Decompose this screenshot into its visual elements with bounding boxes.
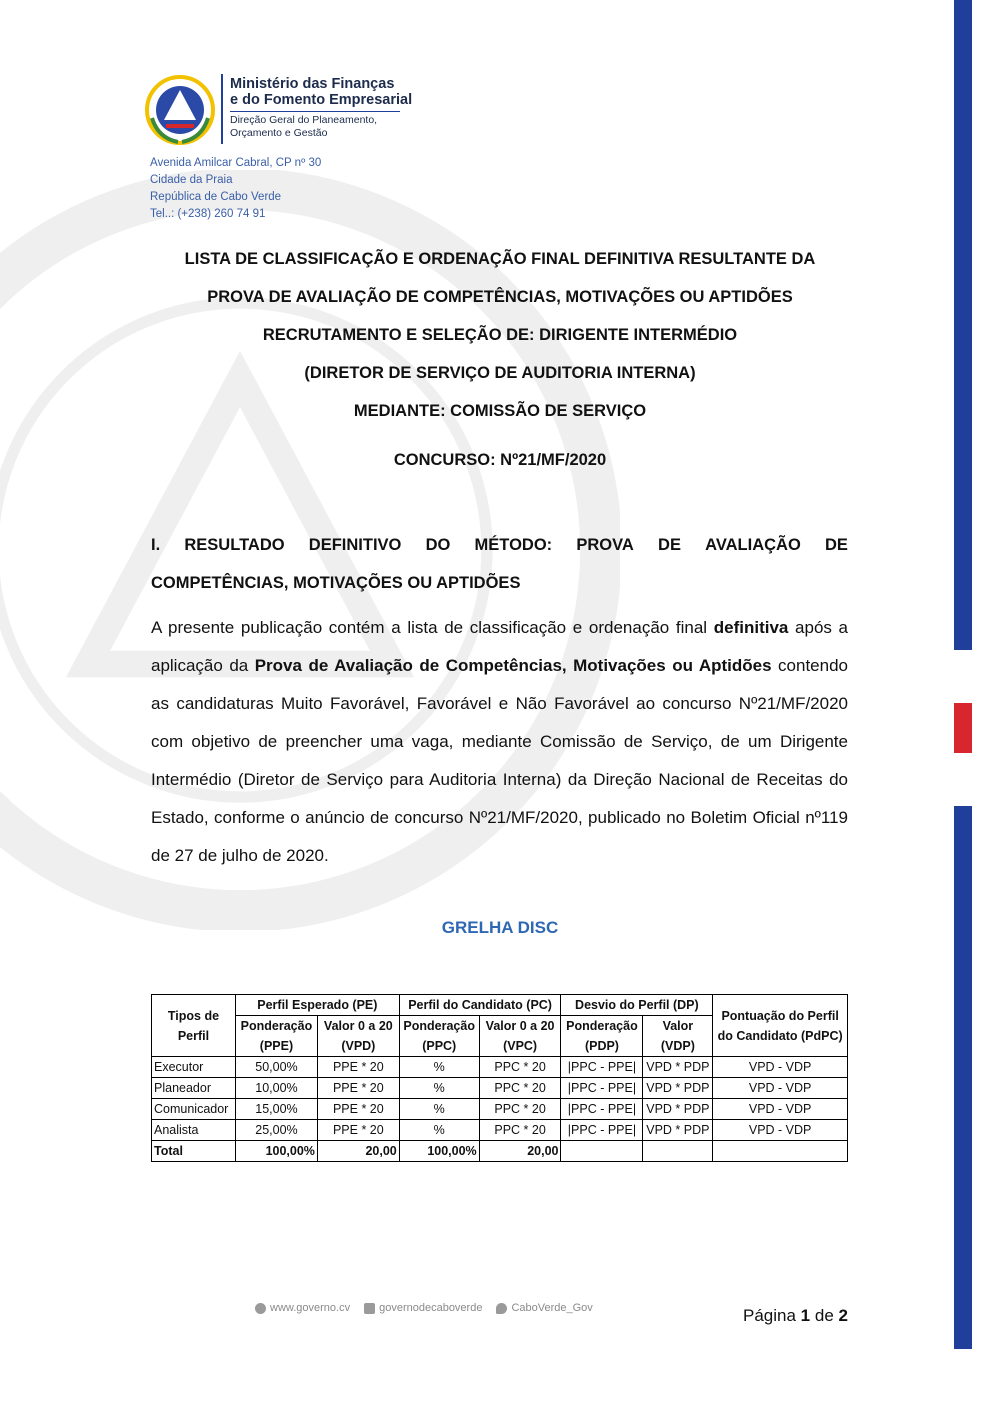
section-word: RESULTADO: [184, 536, 285, 554]
title-line-2: PROVA DE AVALIAÇÃO DE COMPETÊNCIAS, MOTIVAÇÕES OU APTIDÕES: [207, 288, 793, 306]
coat-of-arms-icon: [144, 74, 216, 146]
table-row: [152, 1120, 848, 1141]
globe-icon: [255, 1303, 266, 1314]
section-word: DE: [658, 536, 681, 554]
section-word: DE: [825, 536, 848, 554]
cell: %: [399, 1099, 479, 1120]
grid-title: GRELHA DISC: [441, 918, 559, 937]
logo-divider: [221, 74, 223, 144]
page-label: Página: [743, 1306, 796, 1325]
section-heading-line-2: COMPETÊNCIAS, MOTIVAÇÕES OU APTIDÕES: [151, 574, 521, 592]
title-line-5: MEDIANTE: COMISSÃO DE SERVIÇO: [353, 402, 647, 420]
table-row: [152, 1099, 848, 1120]
header-tipos: Tipos de Perfil: [152, 995, 236, 1057]
cell: PPE * 20: [317, 1078, 399, 1099]
cell: PPE * 20: [317, 1120, 399, 1141]
section-word: DEFINITIVO: [308, 536, 402, 554]
cell: Planeador: [152, 1078, 236, 1099]
cell: PPC * 20: [479, 1057, 561, 1078]
body-text-3: contendo as candidaturas Muito Favorável, Favorável e Não Favorável ao concurso Nº21/MF/2020 com objetivo de preencher uma vaga, mediante Comissão de Serviço, de um Dirigente Intermédio (Diretor de Serviço para Auditoria Interna) da Direção Nacional de Receitas do Estado, conforme o anúncio de concurso Nº21/MF/2020, publicado no Boletim Oficial nº119 de 27 de julho de 2020.: [151, 656, 849, 865]
cell: |PPC - PPE|: [561, 1057, 643, 1078]
body-paragraph: [151, 609, 848, 875]
cell: [561, 1141, 643, 1162]
address-country: República de Cabo Verde: [150, 191, 282, 203]
table-row: [152, 1078, 848, 1099]
header-ponderacao-ppe: Ponderação (PPE): [235, 1016, 317, 1057]
cell: VPD - VDP: [713, 1057, 848, 1078]
header-perfil-esperado: Perfil Esperado (PE): [235, 995, 399, 1016]
document-title: [140, 247, 860, 437]
section-word: DO: [425, 536, 451, 554]
ministry-logo: [138, 72, 413, 152]
cell: 10,00%: [235, 1078, 317, 1099]
contest-number: CONCURSO: Nº21/MF/2020: [393, 451, 607, 469]
header-ponderacao-ppc: Ponderação (PPC): [399, 1016, 479, 1057]
address-block: [150, 155, 321, 223]
cell: %: [399, 1057, 479, 1078]
cell: Total: [152, 1141, 236, 1162]
page-number: [743, 1306, 848, 1326]
body-text-2: após a aplicação da: [151, 618, 849, 675]
table-row: [152, 1057, 848, 1078]
table-total-row: [152, 1141, 848, 1162]
section-word: MÉTODO:: [474, 536, 553, 554]
footer-links: [255, 1302, 593, 1314]
cell: 100,00%: [235, 1141, 317, 1162]
footer-facebook-label: governodecaboverde: [379, 1302, 483, 1314]
section-word: AVALIAÇÃO: [705, 536, 801, 554]
cell: %: [399, 1078, 479, 1099]
footer-web-label: www.governo.cv: [270, 1302, 351, 1314]
cell: VPD * PDP: [643, 1120, 713, 1141]
disc-grid-table: [151, 994, 848, 1162]
footer-twitter-label: CaboVerde_Gov: [511, 1302, 593, 1314]
side-bar-blue-top: [954, 0, 972, 650]
address-phone: Tel..: (+238) 260 74 91: [150, 208, 266, 220]
body-bold-2: Prova de Avaliação de Competências, Motivações ou Aptidões: [254, 656, 772, 675]
cell: VPD * PDP: [643, 1078, 713, 1099]
header-valor-vpc: Valor 0 a 20 (VPC): [479, 1016, 561, 1057]
cell: PPC * 20: [479, 1099, 561, 1120]
ministry-name: Ministério das Finanças e do Fomento Empresarial: [230, 76, 413, 108]
facebook-icon: [364, 1303, 375, 1314]
cell: Analista: [152, 1120, 236, 1141]
logo-rule: [230, 111, 400, 112]
cell: 50,00%: [235, 1057, 317, 1078]
section-heading: [151, 526, 848, 602]
cell: 20,00: [479, 1141, 561, 1162]
cell: [713, 1141, 848, 1162]
title-line-3: RECRUTAMENTO E SELEÇÃO DE: DIRIGENTE INTERMÉDIO: [262, 326, 738, 344]
twitter-icon: [496, 1303, 507, 1314]
cell: VPD - VDP: [713, 1078, 848, 1099]
title-line-4: (DIRETOR DE SERVIÇO DE AUDITORIA INTERNA): [304, 364, 696, 382]
cell: VPD * PDP: [643, 1057, 713, 1078]
cell: Executor: [152, 1057, 236, 1078]
header-perfil-candidato: Perfil do Candidato (PC): [399, 995, 561, 1016]
section-word: I.: [151, 536, 161, 554]
cell: PPC * 20: [479, 1120, 561, 1141]
cell: |PPC - PPE|: [561, 1120, 643, 1141]
cell: |PPC - PPE|: [561, 1099, 643, 1120]
footer-web[interactable]: [255, 1302, 350, 1314]
directorate-name: Direção Geral do Planeamento, Orçamento e Gestão: [230, 114, 378, 139]
cell: |PPC - PPE|: [561, 1078, 643, 1099]
cell: 25,00%: [235, 1120, 317, 1141]
cell: PPE * 20: [317, 1099, 399, 1120]
body-text-1: A presente publicação contém a lista de classificação e ordenação final: [151, 618, 714, 637]
footer-facebook[interactable]: [364, 1302, 482, 1314]
footer-twitter[interactable]: [496, 1302, 592, 1314]
cell: 20,00: [317, 1141, 399, 1162]
cell: PPC * 20: [479, 1078, 561, 1099]
side-bar-red: [954, 703, 972, 753]
header-pontuacao: Pontuação do Perfil do Candidato (PdPC): [713, 995, 848, 1057]
address-street: Avenida Amilcar Cabral, CP nº 30: [150, 157, 322, 169]
cell: PPE * 20: [317, 1057, 399, 1078]
title-line-1: LISTA DE CLASSIFICAÇÃO E ORDENAÇÃO FINAL DEFINITIVA RESULTANTE DA: [184, 250, 816, 268]
section-heading-line-1: [151, 526, 848, 564]
header-valor-vdp: Valor (VDP): [643, 1016, 713, 1057]
side-bar-blue-bottom: [954, 806, 972, 1349]
cell: %: [399, 1120, 479, 1141]
cell: VPD - VDP: [713, 1120, 848, 1141]
section-word: PROVA: [576, 536, 634, 554]
page-total: 2: [838, 1306, 848, 1325]
cell: VPD * PDP: [643, 1099, 713, 1120]
cell: 100,00%: [399, 1141, 479, 1162]
page-current: 1: [800, 1306, 811, 1325]
header-desvio: Desvio do Perfil (DP): [561, 995, 713, 1016]
header-valor-vpd: Valor 0 a 20 (VPD): [317, 1016, 399, 1057]
cell: Comunicador: [152, 1099, 236, 1120]
address-city: Cidade da Praia: [150, 174, 233, 186]
header-ponderacao-pdp: Ponderação (PDP): [561, 1016, 643, 1057]
body-bold-1: definitiva: [713, 618, 789, 637]
cell: 15,00%: [235, 1099, 317, 1120]
cell: [643, 1141, 713, 1162]
page-of: de: [814, 1306, 834, 1325]
cell: VPD - VDP: [713, 1099, 848, 1120]
